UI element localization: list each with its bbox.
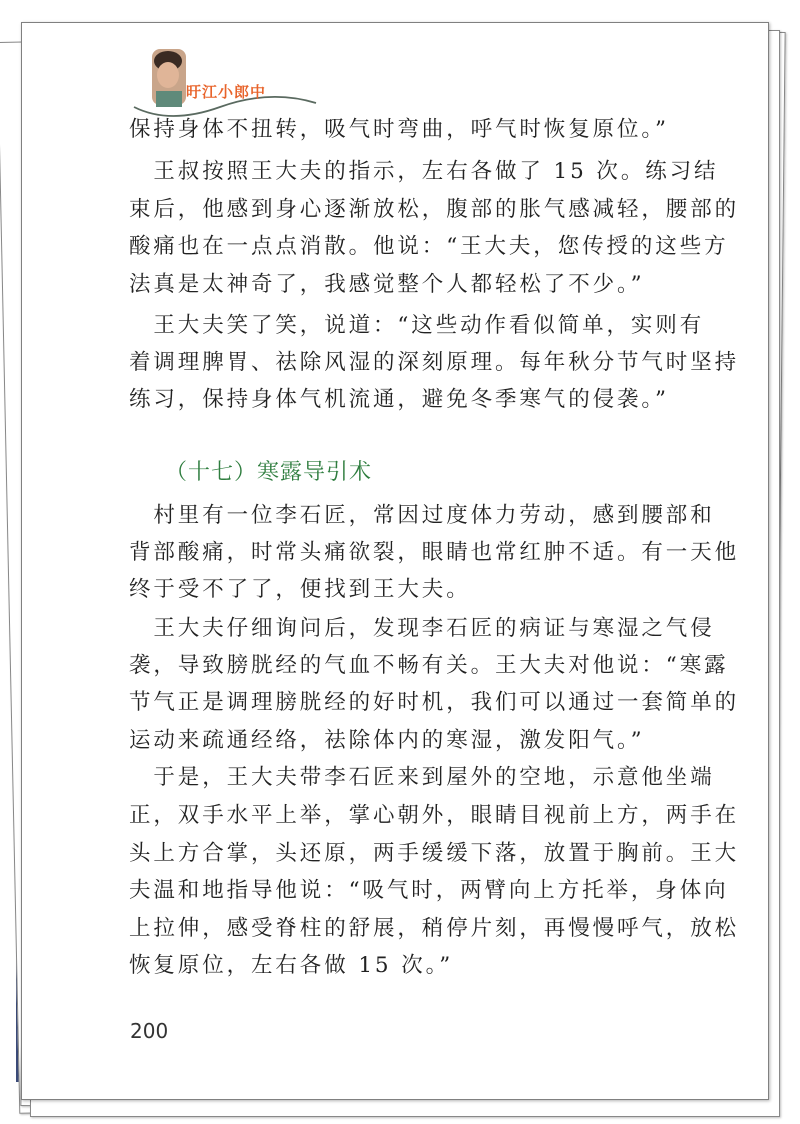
text-line: 终于受不了了，便找到王大夫。 <box>129 577 471 602</box>
text-line: 袭，导致膀胱经的气血不畅有关。王大夫对他说：“寒露 <box>129 653 729 678</box>
text-line: 王大夫仔细询问后，发现李石匠的病证与寒湿之气侵 <box>129 616 715 641</box>
text-line: 夫温和地指导他说：“吸气时，两臂向上方托举，身体向 <box>129 878 729 903</box>
page-number: 200 <box>130 1019 169 1043</box>
text-line: 着调理脾胃、祛除风湿的深刻原理。每年秋分节气时坚持 <box>129 350 740 375</box>
text-line: 运动来疏通经络，祛除体内的寒湿，激发阳气。” <box>129 728 645 753</box>
text-line: 村里有一位李石匠，常因过度体力劳动，感到腰部和 <box>129 503 715 528</box>
text-line: 于是，王大夫带李石匠来到屋外的空地，示意他坐端 <box>129 765 715 790</box>
text-line: 背部酸痛，时常头痛欲裂，眼睛也常红肿不适。有一天他 <box>129 540 740 565</box>
text-line: 王叔按照王大夫的指示，左右各做了 15 次。练习结 <box>129 159 719 184</box>
text-line: 王大夫笑了笑，说道：“这些动作看似简单，实则有 <box>129 313 705 338</box>
text-line: 束后，他感到身心逐渐放松，腹部的胀气感减轻，腰部的 <box>129 197 740 222</box>
text-line: 节气正是调理膀胱经的好时机，我们可以通过一套简单的 <box>129 690 740 715</box>
text-line: 保持身体不扭转，吸气时弯曲，呼气时恢复原位。” <box>129 117 669 142</box>
text-line: 恢复原位，左右各做 15 次。” <box>129 953 454 978</box>
text-line: 练习，保持身体气机流通，避免冬季寒气的侵袭。” <box>129 387 669 412</box>
logo-text: 旴江小郎中 <box>186 83 267 101</box>
text-line: 上拉伸，感受脊柱的舒展，稍停片刻，再慢慢呼气，放松 <box>129 916 740 941</box>
header-logo <box>130 47 320 119</box>
text-line: 法真是太神奇了，我感觉整个人都轻松了不少。” <box>129 272 645 297</box>
text-line: 酸痛也在一点点消散。他说：“王大夫，您传授的这些方 <box>129 234 729 259</box>
book-page <box>21 22 769 1100</box>
text-line: 头上方合掌，头还原，两手缓缓下落，放置于胸前。王大 <box>129 841 740 866</box>
text-line: 正，双手水平上举，掌心朝外，眼睛目视前上方，两手在 <box>129 803 740 828</box>
section-heading: （十七）寒露导引术 <box>165 460 373 485</box>
